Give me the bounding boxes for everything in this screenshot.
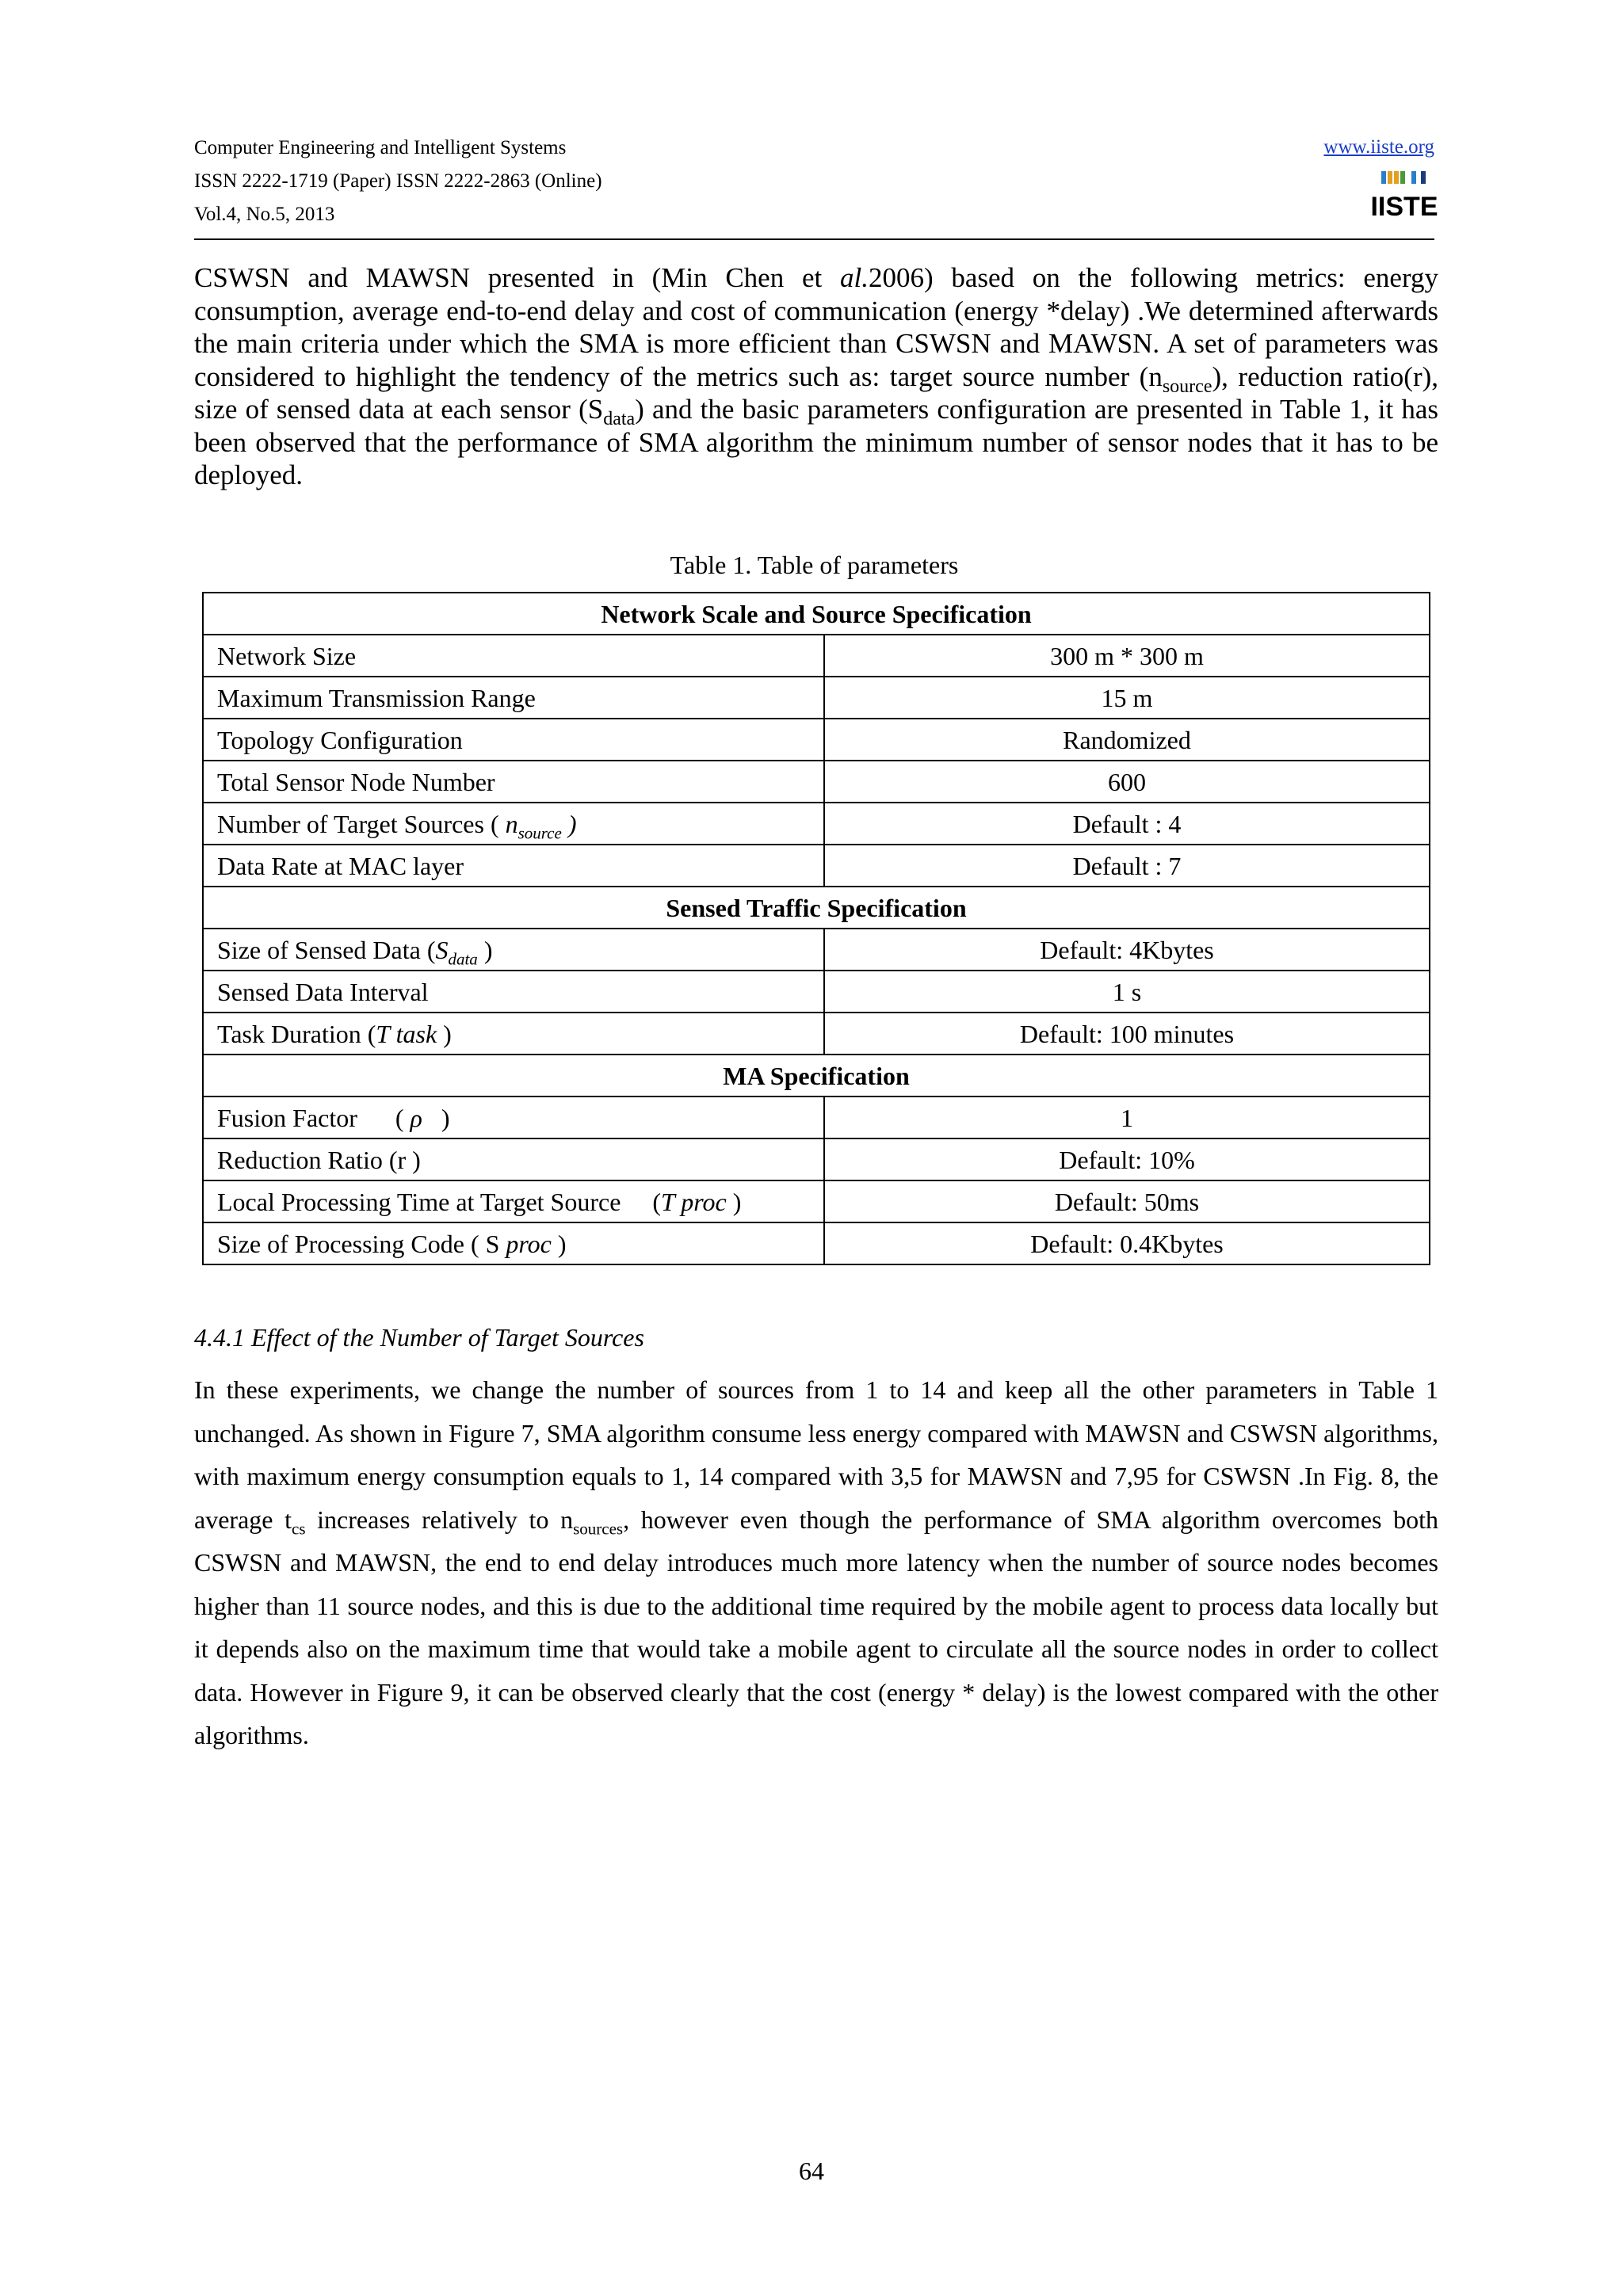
- table-row: Reduction Ratio (r ) Default: 10%: [203, 1138, 1430, 1180]
- table-row: Fusion Factor ( ρ ) 1: [203, 1097, 1430, 1138]
- experiment-paragraph: In these experiments, we change the number of sources from 1 to 14 and keep all the other parameters in Table 1 unchanged. As shown in Figure 7, SMA algorithm consume less energy compared with MAWSN and CSWSN algorithms, with maximum energy consumption equals to 1, 14 compared with 3,5 for MAWSN and 7,95 for CSWSN .In Fig. 8, the average $t_{cs}$ increases relatively to $n_{sources}$, however even though the performance of SMA algorithm overcomes both CSWSN and MAWSN, the end to end delay introduces much more latency when the number of source nodes becomes higher than 11 source nodes, and this is due to the additional time required by the mobile agent to process data locally but it depends also on the maximum time that would take a mobile agent to circulate all the source nodes in order to collect data. However in Figure 9, it can be observed clearly that the cost (energy * delay) is the lowest compared with the other algorithms.: [194, 1375, 1439, 1749]
- table-row: Total Sensor Node Number 600: [203, 761, 1430, 803]
- table-row: Number of Target Sources ( $n_{source}$ ) Default : 4: [203, 803, 1430, 845]
- table-section-row: MA Specification: [203, 1055, 1430, 1097]
- table-row: Size of Processing Code ( S proc ) Default: 0.4Kbytes: [203, 1222, 1430, 1264]
- table-row: Size of Sensed Data ($S_{data}$ ) Default: 4Kbytes: [203, 929, 1430, 971]
- table-row: Task Duration (T task ) Default: 100 minutes: [203, 1013, 1430, 1055]
- header-divider: [194, 238, 1434, 240]
- page-number: 64: [799, 2157, 824, 2185]
- table-section-row: Network Scale and Source Specification: [203, 593, 1430, 635]
- issn-line: ISSN 2222-1719 (Paper) ISSN 2222-2863 (Online): [194, 170, 602, 192]
- table-row: Data Rate at MAC layer Default : 7: [203, 845, 1430, 887]
- volume-line: Vol.4, No.5, 2013: [194, 204, 335, 225]
- table-row: Topology Configuration Randomized: [203, 719, 1430, 761]
- table-row: Network Size 300 m * 300 m: [203, 635, 1430, 677]
- section-subheading: 4.4.1 Effect of the Number of Target Sources: [194, 1323, 644, 1352]
- table-caption: Table 1. Table of parameters: [670, 551, 959, 579]
- table-section-row: Sensed Traffic Specification: [203, 887, 1430, 929]
- table-row: Maximum Transmission Range 15 m: [203, 677, 1430, 719]
- table-row: Local Processing Time at Target Source (T proc ) Default: 50ms: [203, 1180, 1430, 1222]
- table-row: Sensed Data Interval 1 s: [203, 971, 1430, 1013]
- iiste-logo-icon: [1370, 170, 1438, 225]
- parameters-table: [202, 592, 1430, 1265]
- journal-url-link[interactable]: www.iiste.org: [1323, 136, 1434, 158]
- page-header: [194, 136, 1438, 239]
- intro-paragraph: CSWSN and MAWSN presented in (Min Chen et al.2006) based on the following metrics: energy consumption, average end-to-end delay and cost of communication (energy *delay) .We determined afterwards the main criteria under which the SMA is more efficient than CSWSN and MAWSN. A set of parameters was considered to highlight the tendency of the metrics such as: target source number $(n_{source})$, reduction ratio(r), size of sensed data at each sensor $(S_{data})$ and the basic parameters configuration are presented in Table 1, it has been observed that the performance of SMA algorithm the minimum number of sensor nodes that it has to be deployed.: [194, 262, 1439, 490]
- journal-title: Computer Engineering and Intelligent Systems: [194, 137, 567, 158]
- svg-text:IISTE: IISTE: [1370, 192, 1438, 222]
